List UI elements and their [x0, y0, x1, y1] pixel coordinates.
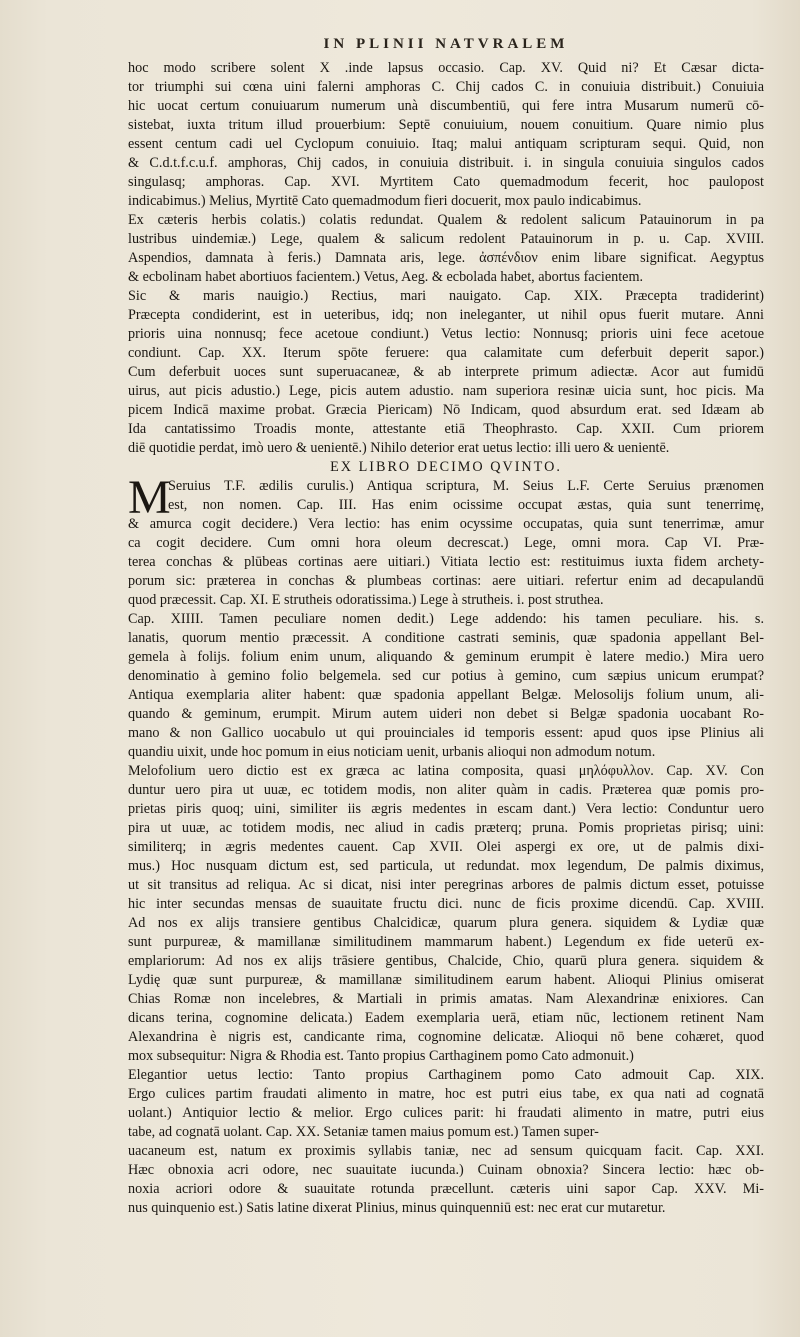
- commentary-text: [128, 59, 764, 1218]
- text-line: porum sic: præterea in conchas & plumbeas cortinas: aere uitiari. refertur enim ad decapulandū: [128, 573, 764, 589]
- text-line: uacaneum est, natum ex proximis syllabis taniæ, nec ad sensum quicquam facit. Cap. XXI.: [128, 1143, 764, 1159]
- text-line: Ex cæteris herbis colatis.) colatis redundat. Qualem & redolent salicum Patauinorum in pa: [128, 212, 764, 228]
- text-line: gemela à folijs. folium enim unum, aliquando & geminum erumpit è latere medio.) Mira uero: [128, 649, 764, 665]
- text-line: Chias Romæ non incelebres, & Martiali in primis amatas. Nam Alexandrinæ enixiores. Can: [128, 991, 764, 1007]
- text-line: & ecbolinam habet abortiuos facientem.) Vetus, Aeg. & ecbolada habet, abortus facientem.: [128, 269, 644, 285]
- text-line: similiterq; in ægris medentes cauent. Cap XVII. Olei aspergi ex ore, ut de palmis dixi-: [128, 839, 764, 855]
- text-line: Lydię quæ sunt purpureæ, & mamillanæ similitudinem earum habent. Alioqui Plinius omiserat: [128, 972, 764, 988]
- drop-cap: M: [128, 471, 171, 524]
- text-line: & amurca cogit decidere.) Vera lectio: has enim ocyssime occupatas, quia sunt tenerrimæ, amur: [128, 516, 764, 532]
- text-line: Melofolium uero dictio est ex græca ac latina composita, quasi μηλόφυλλον. Cap. XV. Con: [128, 763, 764, 779]
- text-line: est, non nomen. Cap. III. Has enim ocissime occupat æstas, quia sunt tenerrimę,: [168, 497, 764, 513]
- text-line: Ida cantatissimo Troadis monte, attestante etiā Theophrasto. Cap. XXII. Cum priorem: [128, 421, 764, 437]
- text-line: lustribus uindemiæ.) Lege, qualem & salicum redolent Patauinorum in p. u. Cap. XVIII.: [128, 231, 764, 247]
- text-line: pira ut uuæ, ac totidem modis, nec aliud in cadis præterq; pruna. Pomis proprietas pirisq; uini:: [128, 820, 764, 836]
- text-line: & C.d.t.f.c.u.f. amphoras, Chij cados, in conuiuia distribuit. i. in singula conuiuia singulos cados: [128, 155, 764, 171]
- text-line: Aspendios, damnata à feris.) Damnata aris, lege. ἀσπένδιον enim libare significat. Aegyptus: [128, 250, 764, 266]
- text-line: uolant.) Antiquior lectio & melior. Ergo culices parit: hi fraudati alimento in matre, putri eius: [128, 1105, 764, 1121]
- text-line: Elegantior uetus lectio: Tanto propius Carthaginem pomo Cato admouit Cap. XIX.: [128, 1067, 764, 1083]
- text-line: mus.) Hoc nusquam dictum est, sed particula, ut redundat. mox legendum, De palmis diximus,: [128, 858, 764, 874]
- text-line: emplariorum: Ad nos ex alijs trāsiere gentibus, Chalcide, Chio, quarū plura genera. siquidem &: [128, 953, 764, 969]
- text-line: quando & geminum, erumpit. Mirum autem uideri non debet si Belgæ spadonia uocabant Ro-: [128, 706, 764, 722]
- text-line: hic uocat certum conuiuarum numerum unà discumbentiū, qui fere intra Musarum numerū cō-: [128, 98, 764, 114]
- text-line: Cap. XIIII. Tamen peculiare nomen dedit.) Lege addendo: his tamen peculiare. his. s.: [128, 611, 764, 627]
- text-line: lanatis, quorum mentio præcessit. A conditione castrati seminis, quæ spadonia appellant Bel-: [128, 630, 764, 646]
- text-line: condiunt. Cap. XX. Iterum spōte feruere: qua calamitate cum deferbuit deperit sapor.): [128, 345, 764, 361]
- text-line: mox subsequitur: Nigra & Rhodia est. Tanto propius Carthaginem pomo Cato admonuit.): [128, 1048, 634, 1064]
- text-line: tor triumphi sui cœna uini falerni amphoras C. Chij cados C. in conuiuia distribuit.) Conuiuia: [128, 79, 764, 95]
- text-line: mano & non Gallico uocabulo ut qui prouinciales id temporis essent: apud quos ipse Plinius ali: [128, 725, 764, 741]
- text-line: sunt purpureæ, & mamillanæ similitudinem mammarum habent.) Legendum ex fide ueterū ex-: [128, 934, 764, 950]
- text-line: hic inter secundas mensas de suauitate fructu dici. nunc de ficis proxime dicendū. Cap. XVIII.: [128, 896, 764, 912]
- text-line: uirus, aut picis adustio.) Lege, picis autem adustio. nam superiora resinæ uicia sunt, hoc picis. Ma: [128, 383, 764, 399]
- text-line: Ergo culices partim fraudati alimento in matre, hoc est putri eius tabe, ex qua nati ad cognatā: [128, 1086, 764, 1102]
- text-line: ut sit transitus ad reliqua. Ac si dicat, nisi inter peregrinas arbores de palmis dictum esset, potuisse: [128, 877, 764, 893]
- text-line: denominatio à gemino folio belgemela. sed cur potius à gemino, cum sæpius unicum erumpat?: [128, 668, 764, 684]
- text-line: Antiqua exemplaria aliter habent: quæ spadonia appellant Belgæ. Melosolijs folium unum, ali-: [128, 687, 764, 703]
- text-line: diē quotidie perdat, imò uero & uenientē.) Nihilo deterior erat uetus lectio: illi uero & uenientē.: [128, 440, 670, 456]
- text-line: ca cogit decidere. Cum omni hora oleum decrescat.) Lege, omni mora. Cap VI. Præ-: [128, 535, 764, 551]
- text-line: singulasq; amphoras. Cap. XVI. Myrtitem Cato quemadmodum fecerit, hoc paulopost: [128, 174, 764, 190]
- text-line: Sic & maris nauigio.) Rectius, mari nauigato. Cap. XIX. Præcepta tradiderint): [128, 288, 764, 304]
- running-header: IN PLINII NATVRALEM: [323, 36, 569, 52]
- text-line: quod præcessit. Cap. XI. E strutheis odoratissima.) Lege à strutheis. i. post struthea.: [128, 592, 604, 608]
- text-line: dicans terina, cognomine delicata.) Eadem exemplaria uerā, etiam nūc, lectionem retinent Nam: [128, 1010, 764, 1026]
- text-line: prioris uina nonnusq; fece acetoue condiunt.) Vetus lectio: Nonnusq; prioris uini fece acetoue: [128, 326, 764, 342]
- text-line: essent centum cadi uel Cyclopum conuiuio. Itaq; malui antiquam scripturam sequi. Quid, non: [128, 136, 764, 152]
- text-line: duntur uero pira ut uuæ, ec totidem modis, non aliter quàm in cadis. Præterea quæ pomis pro-: [128, 782, 764, 798]
- text-line: indicabimus.) Melius, Myrtitē Cato quemadmodum fieri docuerit, mox paulo indicabimus.: [128, 193, 642, 209]
- text-line: Alexandrina è nigris est, candicante rima, cognomine delicatæ. Alioqui nō bene cohæret, quod: [128, 1029, 764, 1045]
- section-heading: EX LIBRO DECIMO QVINTO.: [330, 459, 562, 475]
- text-line: sistebat, iuxta tritum illud prouerbium: Septē conuiuium, nouem conuitium. Quare nimio plus: [128, 117, 764, 133]
- text-line: Ad nos ex alijs transiere gentibus Chalcidicæ, quarum plura genera. siquidem & Lydiæ quæ: [128, 915, 764, 931]
- text-line: prietas piris quoq; uini, similiter iis ægris medentes in escam dant.) Vera lectio: Conduntur uero: [128, 801, 764, 817]
- text-line: picem Indicā maxime probat. Græcia Piericam) Nō Indicam, quod absurdum erat. sed Idæam ab: [128, 402, 764, 418]
- text-line: terea conchas & plūbeas cortinas aere uitiari.) Vitiata lectio est: restituimus iuxta fidem archety-: [128, 554, 764, 570]
- text-line: Hæc obnoxia acri odore, nec suauitate iucunda.) Cuinam obnoxia? Sincera lectio: hæc ob-: [128, 1162, 764, 1178]
- text-line: Seruius T.F. ædilis curulis.) Antiqua scriptura, M. Seius L.F. Certe Seruius prænomen: [168, 478, 764, 494]
- text-line: hoc modo scribere solent X .inde lapsus occasio. Cap. XV. Quid ni? Et Cæsar dicta-: [128, 60, 764, 76]
- text-line: noxia acriori odore & suauitate rotunda præcellunt. cæteris uini sapor Cap. XXV. Mi-: [128, 1181, 764, 1197]
- text-line: Cum deferbuit uoces sunt superuacaneæ, & ab interprete primum adiectæ. Acor aut fumidū: [128, 364, 764, 380]
- text-line: Præcepta condiderint, est in ueteribus, idq; non ineleganter, ut nihil opus fuerit mutare. Anni: [128, 307, 764, 323]
- text-line: tabe, ad cognatā uolant. Cap. XX. Setaniæ tamen maius pomum est.) Tamen super-: [128, 1124, 599, 1140]
- text-line: quandiu uixit, unde hoc pomum in eius noticiam uenit, urbanis alioqui non admodum notum.: [128, 744, 656, 760]
- text-line: nus quinquenio est.) Satis latine dixerat Plinius, minus quinquenniū est: nec erat cur mutaretur.: [128, 1200, 666, 1216]
